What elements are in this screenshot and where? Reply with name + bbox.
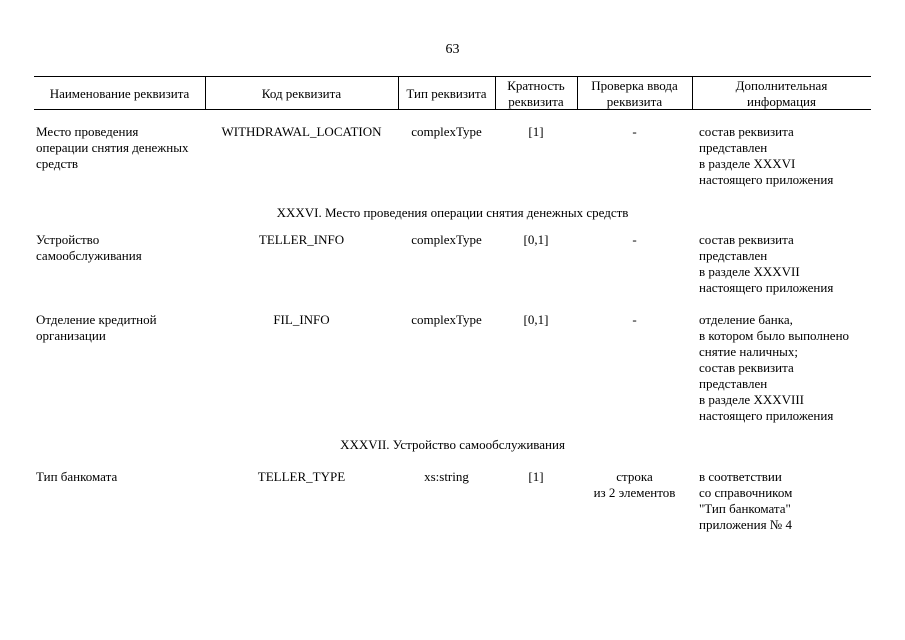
row-2-info-line-3: в разделе XXXVII bbox=[699, 264, 800, 279]
column-header-name-line-1: Наименование реквизита bbox=[49, 86, 190, 101]
row-2-type: complexType bbox=[411, 232, 482, 247]
column-header-multiplicity bbox=[495, 78, 577, 110]
row-1-name-line-2: операции снятия денежных bbox=[36, 140, 189, 155]
row-4-name bbox=[36, 469, 211, 485]
row-3-check-line-1: - bbox=[632, 312, 637, 327]
row-1-name bbox=[36, 124, 211, 172]
row-1-info-line-3: в разделе XXXVI bbox=[699, 156, 796, 171]
section-title-xxxvii: XXXVII. Устройство самообслуживания bbox=[340, 437, 565, 452]
row-1-check-line-1: - bbox=[632, 124, 637, 139]
column-header-name bbox=[34, 86, 205, 102]
column-header-info-line-1: Дополнительная bbox=[735, 78, 828, 93]
row-4-info-line-4: приложения № 4 bbox=[699, 517, 792, 532]
row-4-check bbox=[577, 469, 692, 501]
row-4-multiplicity: [1] bbox=[528, 469, 544, 484]
page-number: 63 bbox=[445, 42, 460, 57]
row-3-info-line-3: снятие наличных; bbox=[699, 344, 798, 359]
row-2-info-line-2: представлен bbox=[699, 248, 768, 263]
row-3-info bbox=[699, 312, 871, 424]
row-1-multiplicity: [1] bbox=[528, 124, 544, 139]
row-1-info-line-2: представлен bbox=[699, 140, 768, 155]
row-2-check bbox=[577, 232, 692, 248]
row-1-name-line-3: средств bbox=[36, 156, 79, 171]
row-1-info bbox=[699, 124, 871, 188]
row-1-code: WITHDRAWAL_LOCATION bbox=[221, 124, 382, 139]
row-2-name bbox=[36, 232, 211, 264]
table-header-top-rule bbox=[34, 76, 871, 77]
row-1-name-line-1: Место проведения bbox=[36, 124, 139, 139]
row-1-type: complexType bbox=[411, 124, 482, 139]
row-3-info-line-1: отделение банка, bbox=[699, 312, 793, 327]
row-3-check bbox=[577, 312, 692, 328]
row-3-name-line-1: Отделение кредитной bbox=[36, 312, 157, 327]
section-title-xxxvi: XXXVI. Место проведения операции снятия денежных средств bbox=[276, 205, 629, 220]
row-2-name-line-1: Устройство bbox=[36, 232, 100, 247]
row-3-info-line-7: настоящего приложения bbox=[699, 408, 834, 423]
column-header-code bbox=[205, 86, 398, 102]
row-2-info-line-4: настоящего приложения bbox=[699, 280, 834, 295]
row-1-info-line-1: состав реквизита bbox=[699, 124, 794, 139]
row-4-info-line-3: "Тип банкомата" bbox=[699, 501, 791, 516]
row-3-info-line-4: состав реквизита bbox=[699, 360, 794, 375]
column-header-type-line-1: Тип реквизита bbox=[406, 86, 487, 101]
row-3-multiplicity: [0,1] bbox=[523, 312, 549, 327]
row-3-info-line-5: представлен bbox=[699, 376, 768, 391]
column-header-check-line-1: Проверка ввода bbox=[591, 78, 678, 93]
column-header-type bbox=[398, 86, 495, 102]
row-3-info-line-2: в котором было выполнено bbox=[699, 328, 850, 343]
row-3-info-line-6: в разделе XXXVIII bbox=[699, 392, 804, 407]
row-2-info-line-1: состав реквизита bbox=[699, 232, 794, 247]
row-2-check-line-1: - bbox=[632, 232, 637, 247]
column-header-multiplicity-line-2: реквизита bbox=[508, 94, 564, 109]
row-2-info bbox=[699, 232, 871, 296]
column-header-check-line-2: реквизита bbox=[606, 94, 663, 109]
row-4-code: TELLER_TYPE bbox=[257, 469, 346, 484]
row-4-check-line-1: строка bbox=[616, 469, 653, 484]
column-header-code-line-1: Код реквизита bbox=[261, 86, 342, 101]
row-4-info bbox=[699, 469, 871, 533]
row-3-name-line-2: организации bbox=[36, 328, 106, 343]
row-3-code: FIL_INFO bbox=[273, 312, 330, 327]
row-2-multiplicity: [0,1] bbox=[523, 232, 549, 247]
column-header-check bbox=[577, 78, 692, 110]
row-1-info-line-4: настоящего приложения bbox=[699, 172, 834, 187]
row-1-check bbox=[577, 124, 692, 140]
row-4-check-line-2: из 2 элементов bbox=[593, 485, 676, 500]
row-4-info-line-1: в соответствии bbox=[699, 469, 782, 484]
column-header-info-line-2: информация bbox=[747, 94, 816, 109]
row-4-name-line-1: Тип банкомата bbox=[36, 469, 118, 484]
row-3-type: complexType bbox=[411, 312, 482, 327]
row-3-name bbox=[36, 312, 211, 344]
column-header-multiplicity-line-1: Кратность bbox=[507, 78, 565, 93]
row-4-info-line-2: со справочником bbox=[699, 485, 793, 500]
row-2-name-line-2: самообслуживания bbox=[36, 248, 142, 263]
row-4-type: xs:string bbox=[424, 469, 469, 484]
column-header-info bbox=[692, 78, 871, 110]
row-2-code: TELLER_INFO bbox=[258, 232, 345, 247]
